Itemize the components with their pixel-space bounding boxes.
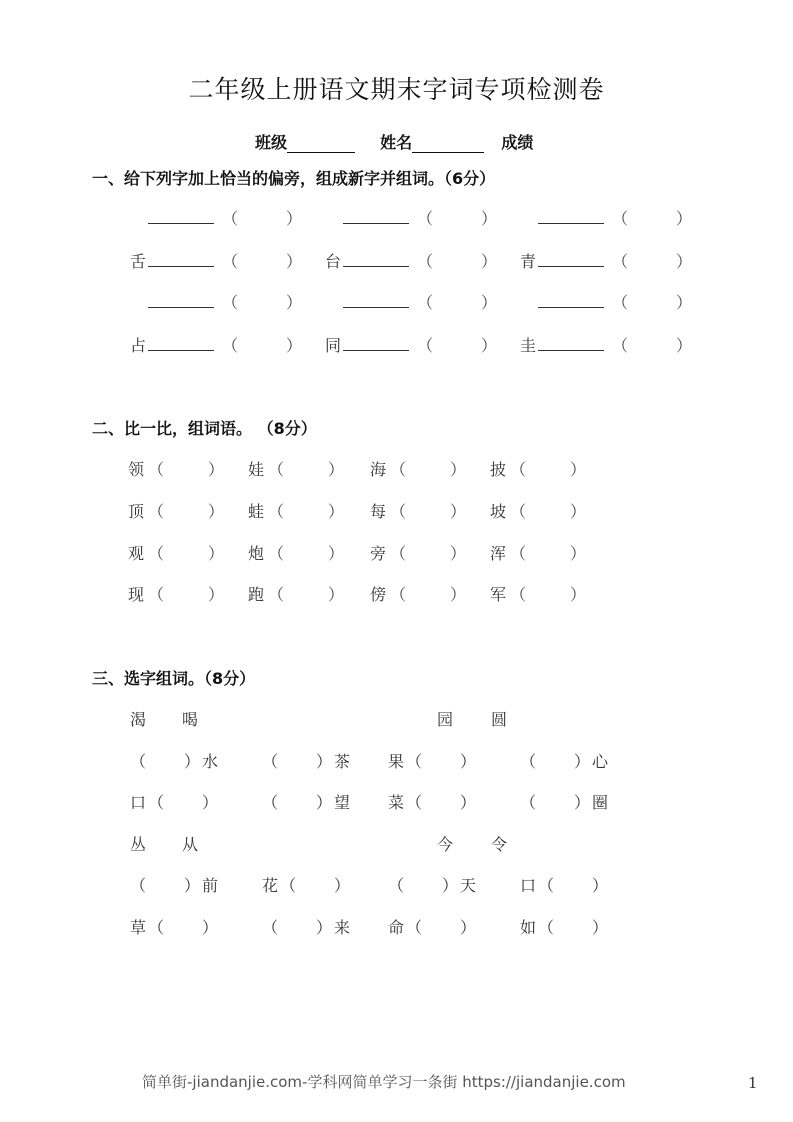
compare-item bbox=[370, 499, 466, 522]
page-title: 二年级上册语文期末字词专项检测卷 bbox=[188, 75, 605, 104]
character: 傍 bbox=[370, 585, 387, 604]
close-paren: ） bbox=[481, 293, 498, 312]
new-character-blank[interactable] bbox=[148, 209, 214, 224]
word-answer-blank[interactable]: （ bbox=[222, 293, 239, 312]
fill-item bbox=[325, 206, 497, 229]
word-answer-blank[interactable]: （ bbox=[612, 293, 629, 312]
word-blank-item[interactable]: （ ）圈 bbox=[520, 793, 611, 812]
fill-item bbox=[130, 206, 302, 229]
class-label: 班级 bbox=[255, 133, 288, 152]
compare-item bbox=[128, 457, 224, 480]
word-answer-blank[interactable]: （ bbox=[612, 252, 629, 271]
character-pair-right bbox=[437, 832, 507, 855]
choice-character: 渴 bbox=[130, 710, 147, 729]
fill-item bbox=[325, 290, 497, 313]
base-character: 同 bbox=[325, 336, 342, 355]
close-paren: ） bbox=[570, 585, 587, 604]
word-answer-blank[interactable]: （ bbox=[417, 336, 434, 355]
word-blank-item[interactable]: （ ）茶 bbox=[262, 752, 353, 771]
character: 观 bbox=[128, 544, 145, 563]
character: 每 bbox=[370, 502, 387, 521]
word-blank-item[interactable]: 如（ ） bbox=[520, 918, 611, 937]
fill-item bbox=[520, 290, 692, 313]
name-label: 姓名 bbox=[380, 133, 413, 152]
new-character-blank[interactable] bbox=[538, 293, 604, 308]
base-character: 台 bbox=[325, 252, 342, 271]
close-paren: ） bbox=[481, 336, 498, 355]
character-pair-right bbox=[437, 707, 507, 730]
word-blank-item[interactable]: （ ）天 bbox=[388, 876, 479, 895]
new-character-blank[interactable] bbox=[343, 209, 409, 224]
open-paren: （ bbox=[268, 585, 285, 604]
compare-item bbox=[128, 541, 224, 564]
fill-item bbox=[520, 249, 692, 272]
word-answer-blank[interactable]: （ bbox=[222, 209, 239, 228]
open-paren: （ bbox=[148, 544, 165, 563]
close-paren: ） bbox=[286, 252, 303, 271]
character: 旁 bbox=[370, 544, 387, 563]
score-label: 成绩 bbox=[501, 133, 534, 152]
new-character-blank[interactable] bbox=[343, 293, 409, 308]
character: 顶 bbox=[128, 502, 145, 521]
compare-item bbox=[490, 457, 586, 480]
choice-character: 从 bbox=[182, 835, 199, 854]
fill-item bbox=[130, 333, 302, 356]
fill-item bbox=[325, 333, 497, 356]
character: 蛙 bbox=[248, 502, 265, 521]
character: 炮 bbox=[248, 544, 265, 563]
close-paren: ） bbox=[481, 209, 498, 228]
character-pair-left bbox=[130, 707, 198, 730]
compare-item bbox=[128, 499, 224, 522]
open-paren: （ bbox=[268, 502, 285, 521]
name-field[interactable] bbox=[412, 136, 484, 153]
close-paren: ） bbox=[328, 502, 345, 521]
close-paren: ） bbox=[286, 336, 303, 355]
close-paren: ） bbox=[450, 460, 467, 479]
new-character-blank[interactable] bbox=[538, 209, 604, 224]
close-paren: ） bbox=[450, 502, 467, 521]
new-character-blank[interactable] bbox=[148, 252, 214, 267]
character: 海 bbox=[370, 460, 387, 479]
word-blank-item[interactable]: 菜（ ） bbox=[388, 793, 479, 812]
close-paren: ） bbox=[286, 293, 303, 312]
close-paren: ） bbox=[676, 252, 693, 271]
open-paren: （ bbox=[148, 502, 165, 521]
word-answer-blank[interactable]: （ bbox=[417, 252, 434, 271]
word-answer-blank[interactable]: （ bbox=[612, 336, 629, 355]
close-paren: ） bbox=[208, 502, 225, 521]
open-paren: （ bbox=[390, 544, 407, 563]
open-paren: （ bbox=[148, 460, 165, 479]
close-paren: ） bbox=[570, 502, 587, 521]
open-paren: （ bbox=[268, 460, 285, 479]
word-blank-item[interactable]: 命（ ） bbox=[388, 918, 479, 937]
close-paren: ） bbox=[208, 460, 225, 479]
close-paren: ） bbox=[481, 252, 498, 271]
footer-watermark: 简单街-jiandanjie.com-学科网简单学习一条街 https://jiandanjie.com bbox=[142, 1073, 626, 1091]
character: 领 bbox=[128, 460, 145, 479]
word-blank-item[interactable]: （ ）心 bbox=[520, 752, 611, 771]
word-blank-item[interactable]: 果（ ） bbox=[388, 752, 479, 771]
fill-item bbox=[325, 249, 497, 272]
close-paren: ） bbox=[570, 460, 587, 479]
new-character-blank[interactable] bbox=[148, 336, 214, 351]
compare-item bbox=[248, 457, 344, 480]
page-number: 1 bbox=[748, 1074, 758, 1092]
open-paren: （ bbox=[510, 502, 527, 521]
choice-character: 园 bbox=[437, 710, 454, 729]
word-answer-blank[interactable]: （ bbox=[222, 252, 239, 271]
fill-item bbox=[130, 290, 302, 313]
character: 现 bbox=[128, 585, 145, 604]
open-paren: （ bbox=[390, 502, 407, 521]
fill-item bbox=[520, 333, 692, 356]
choice-character: 喝 bbox=[182, 710, 199, 729]
close-paren: ） bbox=[570, 544, 587, 563]
word-answer-blank[interactable]: （ bbox=[612, 209, 629, 228]
open-paren: （ bbox=[510, 544, 527, 563]
close-paren: ） bbox=[208, 585, 225, 604]
section-1-heading: 一、给下列字加上恰当的偏旁，组成新字并组词。（6分） bbox=[92, 169, 496, 188]
open-paren: （ bbox=[390, 585, 407, 604]
new-character-blank[interactable] bbox=[148, 293, 214, 308]
open-paren: （ bbox=[268, 544, 285, 563]
close-paren: ） bbox=[328, 544, 345, 563]
word-blank-item[interactable]: （ ）水 bbox=[130, 752, 221, 771]
character: 披 bbox=[490, 460, 507, 479]
open-paren: （ bbox=[510, 585, 527, 604]
close-paren: ） bbox=[676, 209, 693, 228]
choice-character: 丛 bbox=[130, 835, 147, 854]
word-answer-blank[interactable]: （ bbox=[417, 293, 434, 312]
choice-character: 令 bbox=[491, 835, 508, 854]
word-answer-blank[interactable]: （ bbox=[222, 336, 239, 355]
word-blank-item[interactable]: 草（ ） bbox=[130, 918, 221, 937]
compare-item bbox=[490, 541, 586, 564]
choice-character: 今 bbox=[437, 835, 454, 854]
character: 浑 bbox=[490, 544, 507, 563]
character: 跑 bbox=[248, 585, 265, 604]
compare-item bbox=[248, 582, 344, 605]
compare-item bbox=[490, 499, 586, 522]
student-info-line bbox=[255, 130, 533, 153]
close-paren: ） bbox=[208, 544, 225, 563]
close-paren: ） bbox=[676, 336, 693, 355]
open-paren: （ bbox=[390, 460, 407, 479]
fill-item bbox=[130, 249, 302, 272]
new-character-blank[interactable] bbox=[343, 252, 409, 267]
new-character-blank[interactable] bbox=[343, 336, 409, 351]
word-blank-item[interactable]: 口（ ） bbox=[520, 876, 611, 895]
compare-item bbox=[370, 582, 466, 605]
word-blank-item[interactable]: （ ）前 bbox=[130, 876, 221, 895]
open-paren: （ bbox=[148, 585, 165, 604]
compare-item bbox=[128, 582, 224, 605]
fill-item bbox=[520, 206, 692, 229]
base-character: 青 bbox=[520, 252, 537, 271]
base-character: 舌 bbox=[130, 252, 147, 271]
open-paren: （ bbox=[510, 460, 527, 479]
word-blank-item[interactable]: 口（ ） bbox=[130, 793, 221, 812]
word-blank-item[interactable]: （ ）来 bbox=[262, 918, 353, 937]
compare-item bbox=[370, 541, 466, 564]
compare-item bbox=[370, 457, 466, 480]
close-paren: ） bbox=[328, 585, 345, 604]
new-character-blank[interactable] bbox=[538, 336, 604, 351]
close-paren: ） bbox=[328, 460, 345, 479]
base-character: 圭 bbox=[520, 336, 537, 355]
compare-item bbox=[248, 499, 344, 522]
close-paren: ） bbox=[450, 585, 467, 604]
compare-item bbox=[248, 541, 344, 564]
section-3-heading: 三、选字组词。（8分） bbox=[92, 669, 256, 688]
word-answer-blank[interactable]: （ bbox=[417, 209, 434, 228]
class-field[interactable] bbox=[287, 136, 355, 153]
word-blank-item[interactable]: （ ）望 bbox=[262, 793, 353, 812]
character: 军 bbox=[490, 585, 507, 604]
choice-character: 圆 bbox=[491, 710, 508, 729]
close-paren: ） bbox=[286, 209, 303, 228]
new-character-blank[interactable] bbox=[538, 252, 604, 267]
section-2-heading: 二、比一比，组词语。 （8分） bbox=[92, 419, 317, 438]
character-pair-left bbox=[130, 832, 198, 855]
word-blank-item[interactable]: 花（ ） bbox=[262, 876, 353, 895]
close-paren: ） bbox=[450, 544, 467, 563]
character: 坡 bbox=[490, 502, 507, 521]
character: 娃 bbox=[248, 460, 265, 479]
close-paren: ） bbox=[676, 293, 693, 312]
base-character: 占 bbox=[130, 336, 147, 355]
compare-item bbox=[490, 582, 586, 605]
